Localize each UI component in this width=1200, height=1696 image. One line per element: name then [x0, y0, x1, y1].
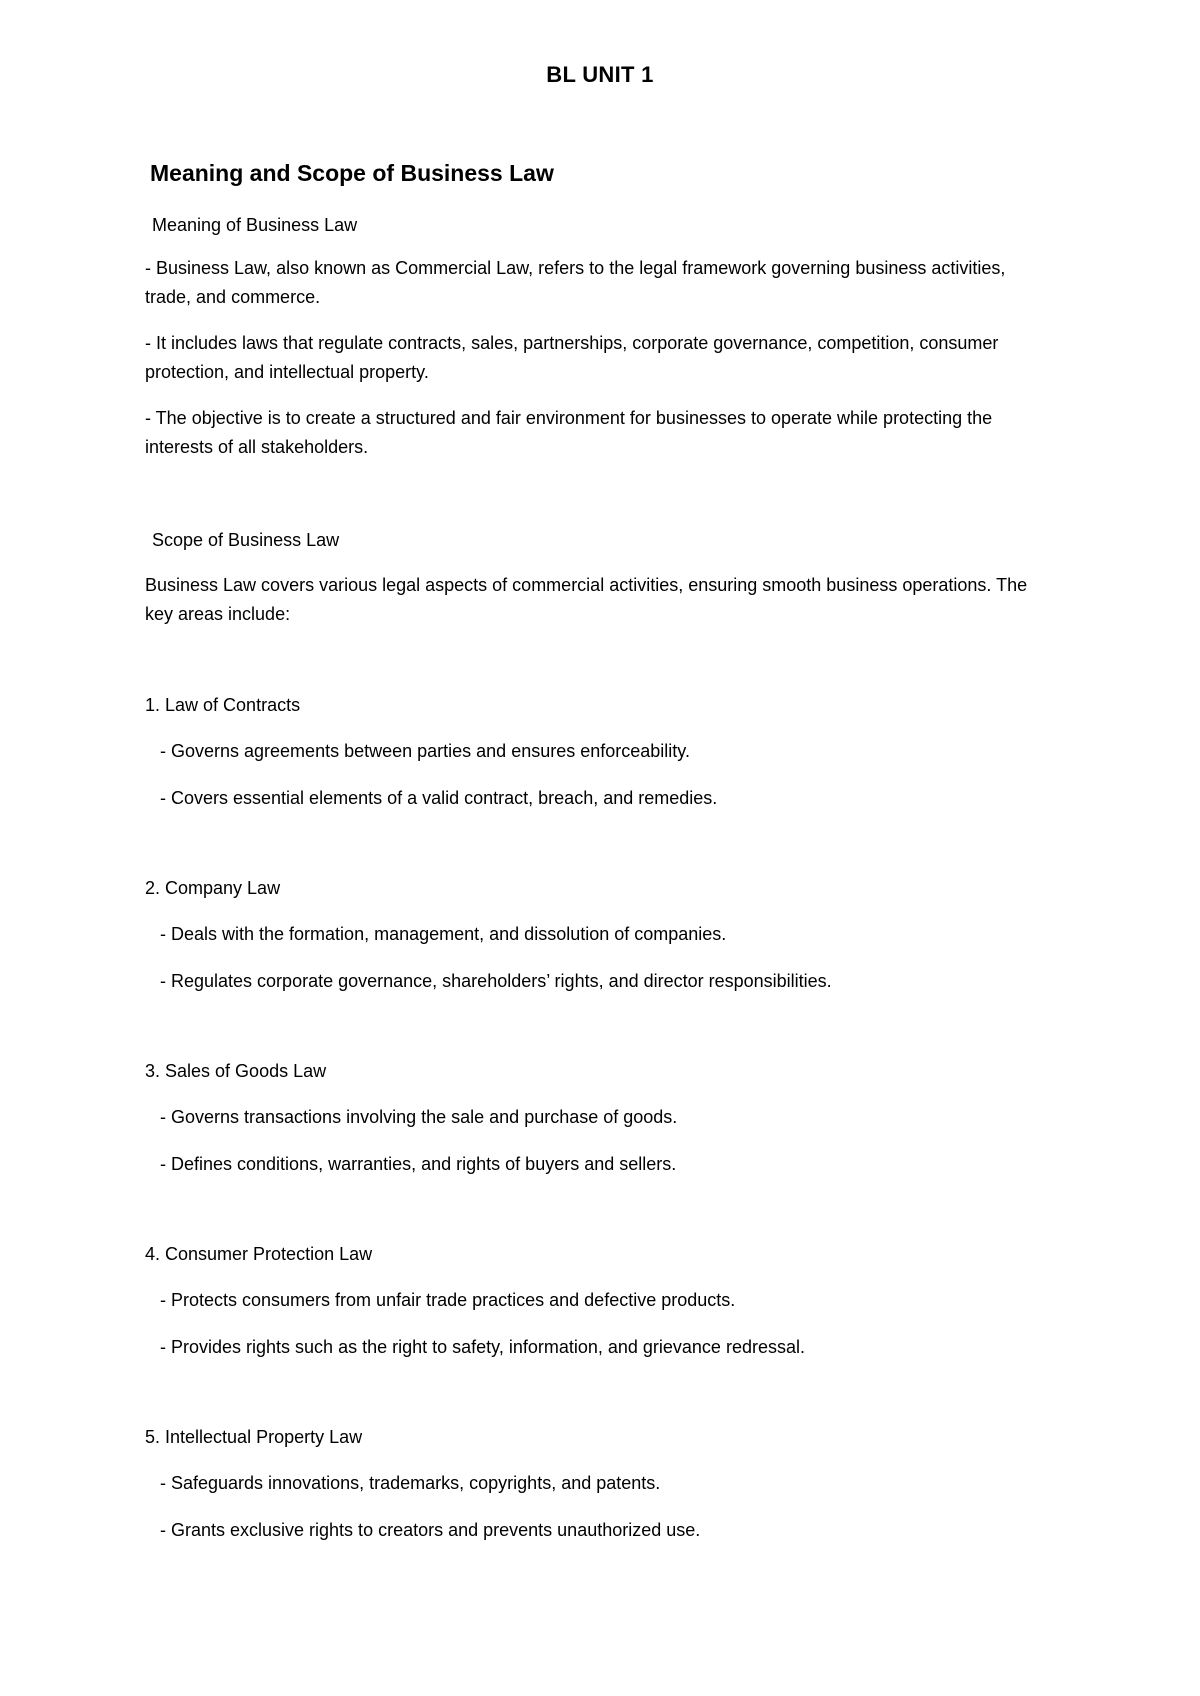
- meaning-point-3: - The objective is to create a structured and fair environment for businesses to operate while protecting the interests of all stakeholders.: [145, 408, 993, 457]
- scope-subheading: Scope of Business Law: [152, 530, 340, 550]
- area-title: 3. Sales of Goods Law: [145, 1061, 327, 1081]
- meaning-subheading: Meaning of Business Law: [152, 215, 358, 235]
- area-point: - Governs agreements between parties and ensures enforceability.: [160, 741, 690, 761]
- area-point: - Governs transactions involving the sale and purchase of goods.: [160, 1107, 678, 1127]
- section-heading: Meaning and Scope of Business Law: [150, 160, 554, 186]
- area-point: - Deals with the formation, management, and dissolution of companies.: [160, 924, 727, 944]
- area-point: - Safeguards innovations, trademarks, copyrights, and patents.: [160, 1473, 661, 1493]
- area-title: 2. Company Law: [145, 878, 281, 898]
- area-point: - Grants exclusive rights to creators and prevents unauthorized use.: [160, 1520, 701, 1540]
- area-point: - Covers essential elements of a valid contract, breach, and remedies.: [160, 788, 718, 808]
- area-title: 4. Consumer Protection Law: [145, 1244, 373, 1264]
- area-point: - Provides rights such as the right to safety, information, and grievance redressal.: [160, 1337, 805, 1357]
- area-title: 1. Law of Contracts: [145, 695, 301, 715]
- meaning-point-1: - Business Law, also known as Commercial Law, refers to the legal framework governing business activities, trade, and commerce.: [145, 258, 1006, 307]
- area-title: 5. Intellectual Property Law: [145, 1427, 363, 1447]
- document-title: BL UNIT 1: [546, 62, 654, 87]
- scope-intro: Business Law covers various legal aspects of commercial activities, ensuring smooth business operations. The key areas include:: [145, 575, 1028, 624]
- meaning-point-2: - It includes laws that regulate contracts, sales, partnerships, corporate governance, competition, consumer protection, and intellectual property.: [145, 333, 999, 382]
- area-point: - Protects consumers from unfair trade practices and defective products.: [160, 1290, 736, 1310]
- area-point: - Defines conditions, warranties, and rights of buyers and sellers.: [160, 1154, 677, 1174]
- area-point: - Regulates corporate governance, shareholders’ rights, and director responsibilities.: [160, 971, 832, 991]
